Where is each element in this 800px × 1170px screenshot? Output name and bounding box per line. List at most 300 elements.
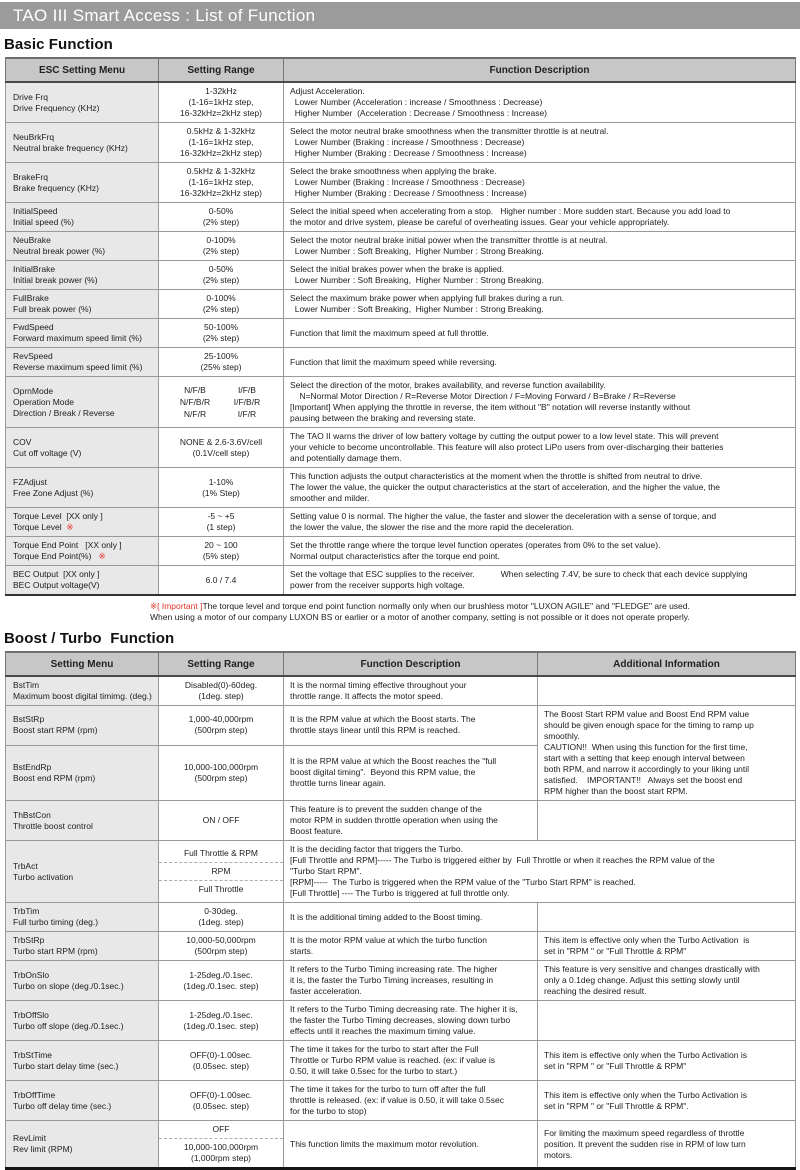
additional-info-cell (538, 1121, 796, 1169)
text-line: TrbTim (13, 906, 40, 916)
text-line: Select the initial speed when accelerating from a stop. Higher number : More sudden start. Because you add load to (290, 206, 731, 216)
text-line: Forward maximum speed limit (%) (13, 333, 142, 343)
text-line: [Full Throttle] ---- The Turbo is triggered at full throttle only. (290, 888, 510, 898)
reference-mark: ※ (66, 522, 74, 532)
text-line: It is the additional timing added to the Boost timing. (290, 911, 483, 922)
text-line: Turbo start RPM (rpm) (13, 946, 98, 956)
setting-menu-cell (6, 841, 159, 903)
text-line: position. It prevent the sudden rise in RPM of low turn (544, 1138, 746, 1149)
table-row (6, 348, 796, 377)
text-line: It refers to the Turbo Timing increasing rate. The higher (290, 964, 498, 974)
setting-menu-cell (6, 745, 159, 800)
range-option (159, 880, 283, 898)
text-line: TrbStRp (13, 935, 45, 945)
text-line: Lower Number : Soft Breaking, Higher Number : Strong Breaking. (290, 246, 544, 256)
setting-menu-cell (6, 377, 159, 428)
text-line: (1 step) (206, 522, 236, 532)
function-description-cell (284, 566, 796, 596)
text-line: The time it takes for the turbo to start after the Full (290, 1044, 479, 1054)
text-line: the motor and drive system, please be careful of overheating issues. Gear your vehicle appropriately. (290, 217, 670, 227)
text-line: your vehicle to become uncontrollable. This feature will also protect LiPo users from over-discharging their batteries (290, 442, 724, 452)
column-header: ESC Setting Menu (6, 58, 159, 82)
text-line: COV (13, 436, 32, 447)
basic-table-body (6, 82, 796, 595)
table-row (6, 468, 796, 508)
text-line: OFF(0)-1.00sec. (189, 1089, 253, 1100)
function-description-cell (284, 676, 538, 706)
additional-info-cell (538, 801, 796, 841)
text-line: throttle turns linear again. (290, 778, 386, 789)
text-line: This function limits the maximum motor revolution. (290, 1138, 479, 1149)
text-line: set in "RPM " or "Full Throttle & RPM". (544, 1100, 689, 1111)
text-line: 0-30deg. (204, 906, 238, 916)
text-line: It refers to the Turbo Timing decreasing rate. The higher it is, (290, 1004, 518, 1014)
text-line: N=Normal Motor Direction / R=Reverse Motor Direction / F=Moving Forward / B=Brake / R=Reverse (290, 391, 676, 401)
text-line: (1-16=1kHz step, (188, 137, 254, 147)
setting-range-cell (159, 319, 284, 348)
text-line: Turbo activation (13, 871, 74, 882)
table-row (6, 290, 796, 319)
text-line: Boost end RPM (rpm) (13, 772, 96, 783)
text-line: TrbAct (13, 860, 38, 871)
setting-range-cell (159, 348, 284, 377)
range-option (159, 1121, 283, 1138)
text-line: motor RPM in sudden throttle operation when using the (290, 815, 498, 825)
setting-range-cell (159, 508, 284, 537)
text-line: boost digital timing". Beyond this RPM value, the (290, 767, 476, 778)
text-line: Full break power (%) (13, 304, 92, 314)
table-row (6, 428, 796, 468)
text-line: starts. (290, 946, 314, 956)
text-line: (2% step) (202, 246, 240, 256)
function-description-cell (284, 801, 538, 841)
setting-menu-cell (6, 82, 159, 123)
function-description-cell (284, 1041, 538, 1081)
text-line: OFF(0)-1.00sec. (189, 1049, 253, 1060)
setting-menu-cell (6, 706, 159, 746)
text-line: FwdSpeed (13, 322, 54, 332)
text-line: ThBstCon (13, 809, 51, 820)
text-line: FullBrake (13, 293, 49, 303)
text-line: it is, the faster the Turbo Timing increases, resulting in (290, 975, 494, 985)
setting-menu-cell (6, 508, 159, 537)
text-line: Drive Frequency (KHz) (13, 102, 100, 113)
text-line: power from the receiver supports high voltage. (290, 580, 465, 590)
range-value: N/F/R (183, 409, 207, 419)
text-line: Brake frequency (KHz) (13, 182, 99, 193)
text-line: (1% Step) (202, 487, 240, 498)
header-row (6, 58, 796, 82)
note-text-1: The torque level and torque end point function normally only when our brushless motor "LUXON AGILE" and "FLEDGE" are used. (202, 601, 690, 611)
text-line: NeuBrake (13, 235, 51, 245)
text-line: the faster the Turbo Timing decreases, slowing down turbo (290, 1015, 511, 1025)
range-pair (163, 384, 279, 396)
table-row (6, 261, 796, 290)
text-line: 1,000-40,000rpm (188, 714, 254, 725)
table-row (6, 961, 796, 1001)
text-line: reaching the desired result. (544, 986, 647, 996)
range-option (159, 1138, 283, 1167)
text-line: and potentially damage them. (290, 453, 402, 463)
text-line: 0.5kHz & 1-32kHz (186, 126, 256, 136)
text-line: It is the RPM value at which the Boost reaches the "full (290, 756, 497, 767)
text-line: smoothly. (544, 731, 580, 741)
text-line: RevLimit (13, 1133, 47, 1143)
text-line: set in "RPM " or "Full Throttle & RPM" (544, 946, 687, 956)
function-description-cell (284, 961, 538, 1001)
text-line: (500rpm step) (194, 725, 248, 736)
range-value: I/F/B/R (233, 397, 261, 407)
text-line: It is the deciding factor that triggers the Turbo. (290, 844, 463, 854)
text-line: The lower the value, the quicker the output characteristics at the start of acceleration, and the higher the value, the (290, 482, 720, 492)
column-header: Additional Information (538, 652, 796, 676)
setting-menu-cell (6, 468, 159, 508)
text-line: Full Throttle (198, 884, 244, 894)
text-line: Higher Number (Acceleration : Decrease / Smoothness : Increase) (290, 108, 547, 118)
text-line: smoother and milder. (290, 493, 370, 503)
range-value: N/F/B (184, 385, 206, 395)
text-line: only a 0.1deg change. Adjust this setting slowly until (544, 975, 740, 985)
text-line: BstTim (13, 680, 40, 690)
text-line: 16-32kHz=2kHz step) (180, 108, 262, 118)
reference-mark: ※ (98, 551, 106, 561)
setting-menu-cell (6, 232, 159, 261)
setting-range-cell (159, 377, 284, 428)
important-label: ※[ Important ] (150, 601, 203, 611)
text-line: Initial break power (%) (13, 275, 98, 285)
column-header: Setting Range (159, 58, 284, 82)
text-line: (2% step) (202, 275, 240, 285)
setting-menu-cell (6, 290, 159, 319)
column-header: Setting Menu (6, 652, 159, 676)
text-line: Disabled(0)-60deg. (184, 680, 258, 690)
text-line: Neutral brake frequency (KHz) (13, 142, 128, 153)
setting-menu-cell (6, 1041, 159, 1081)
text-line: (2% step) (202, 217, 240, 227)
text-line: BstEndRp (13, 761, 52, 772)
text-line: CAUTION!! When using this function for the first time, (544, 742, 748, 752)
table-row (6, 841, 796, 903)
table-row (6, 82, 796, 123)
setting-menu-cell (6, 123, 159, 163)
text-line: 1-25deg./0.1sec. (189, 969, 253, 980)
setting-menu-cell (6, 348, 159, 377)
text-line: TrbOffSlo (13, 1009, 49, 1020)
boost-table-header (6, 652, 796, 676)
text-line: start with a setting that keep enough interval between (544, 753, 745, 763)
text-line: the lower the value, the slower the rise and the more rapid the deceleration. (290, 522, 574, 532)
range-value: I/F/B (238, 385, 256, 395)
additional-info-cell (538, 1041, 796, 1081)
text-line: 0-50% (208, 206, 234, 216)
text-line: (1-16=1kHz step, (188, 177, 254, 187)
function-description-cell (284, 377, 796, 428)
text-line: Rev limit (RPM) (13, 1144, 73, 1154)
text-line: Select the initial brakes power when the brake is applied. (290, 264, 505, 274)
setting-range-cell (159, 163, 284, 203)
text-line: Cut off voltage (V) (13, 447, 82, 458)
text-line: satisfied. IMPORTANT!! Always set the boost end (544, 775, 743, 785)
function-description-cell (284, 82, 796, 123)
table-row (6, 1121, 796, 1169)
text-line: effects until it reaches the maximum timing value. (290, 1026, 476, 1036)
text-line: (2% step) (202, 333, 240, 343)
range-option (159, 845, 283, 862)
text-line: 16-32kHz=2kHz step) (180, 188, 262, 198)
text-line: 6.0 / 7.4 (205, 574, 237, 585)
text-line: Lower Number : Soft Breaking, Higher Number : Strong Breaking. (290, 275, 544, 285)
text-line: This item is effective only when the Turbo Activation is (544, 1049, 747, 1060)
range-value: I/F/R (237, 409, 257, 419)
column-header: Function Description (284, 652, 538, 676)
table-row (6, 123, 796, 163)
table-row (6, 801, 796, 841)
text-line: 20 ~ 100 (204, 540, 238, 550)
text-line: Throttle boost control (13, 820, 93, 831)
text-line: OFF (212, 1124, 230, 1134)
text-line: Torque End Point(%) ※ (13, 551, 106, 561)
setting-menu-cell (6, 1121, 159, 1169)
setting-range-cell (159, 1001, 284, 1041)
text-line: Direction / Break / Reverse (13, 407, 115, 418)
function-description-cell (284, 203, 796, 232)
function-description-cell (284, 428, 796, 468)
text-line: Set the voltage that ESC supplies to the receiver. When selecting 7.4V, be sure to check that each device supplying (290, 569, 748, 579)
text-line: throttle is released. (ex: if value is 0.50, it will take 0.5sec (290, 1095, 505, 1105)
setting-range-cell (159, 203, 284, 232)
text-line: Select the maximum brake power when applying full brakes during a run. (290, 293, 565, 303)
function-description-cell (284, 468, 796, 508)
function-description-cell (284, 745, 538, 800)
setting-range-cell (159, 1081, 284, 1121)
text-line: should be given enough space for the timing to ramp up (544, 720, 754, 730)
column-header: Setting Range (159, 652, 284, 676)
text-line: 0-100% (206, 235, 236, 245)
setting-range-cell (159, 903, 284, 932)
text-line: BEC Output voltage(V) (13, 580, 100, 590)
setting-range-cell (159, 961, 284, 1001)
text-line: 1-10% (208, 476, 234, 487)
text-line: 1-25deg./0.1sec. (189, 1009, 253, 1020)
text-line: Free Zone Adjust (%) (13, 487, 94, 498)
setting-range-cell (159, 676, 284, 706)
setting-range-cell (159, 566, 284, 596)
text-line: Adjust Acceleration. (290, 86, 365, 96)
text-line: motors. (544, 1149, 573, 1160)
function-description-cell (284, 290, 796, 319)
text-line: TrbOnSlo (13, 969, 50, 980)
text-line: Initial speed (%) (13, 217, 74, 227)
setting-menu-cell (6, 537, 159, 566)
text-line: Turbo start delay time (sec.) (13, 1060, 119, 1071)
setting-menu-cell (6, 801, 159, 841)
text-line: 10,000-100,000rpm (183, 761, 259, 772)
table-row (6, 932, 796, 961)
table-row (6, 203, 796, 232)
setting-menu-cell (6, 428, 159, 468)
text-line: Torque End Point [XX only ] (13, 540, 122, 550)
text-line: This function adjusts the output characteristics at the moment when the throttle is shifted from neutral to drive. (290, 471, 703, 481)
additional-info-cell (538, 961, 796, 1001)
text-line: (1deg. step) (198, 917, 244, 927)
setting-range-cell (159, 1041, 284, 1081)
text-line: (500rpm step) (194, 772, 248, 783)
setting-range-cell (159, 745, 284, 800)
function-description-cell (284, 841, 796, 903)
text-line: (1,000rpm step) (191, 1153, 251, 1163)
text-line: BstStRp (13, 714, 45, 725)
setting-menu-cell (6, 566, 159, 596)
text-line: Function that limit the maximum speed at full throttle. (290, 327, 489, 338)
setting-range-cell (159, 841, 284, 903)
text-line: 0-50% (208, 264, 234, 274)
text-line: InitialSpeed (13, 206, 58, 216)
table-row (6, 903, 796, 932)
text-line: Turbo off delay time (sec.) (13, 1100, 112, 1111)
text-line: (0.1V/cell step) (192, 447, 250, 458)
text-line: NONE & 2.6-3.6V/cell (179, 436, 263, 447)
text-line: both RPM, and narrow it accordingly to your liking until (544, 764, 750, 774)
text-line: Torque Level [XX only ] (13, 511, 103, 521)
text-line: Turbo off slope (deg./0.1sec.) (13, 1020, 124, 1031)
text-line: for the turbo to stop) (290, 1106, 367, 1116)
text-line: Boost feature. (290, 826, 343, 836)
text-line: RPM higher than the boost start RPM. (544, 786, 688, 796)
text-line: Set the throttle range where the torque level function operates (operates from 0% to the set value). (290, 540, 661, 550)
setting-menu-cell (6, 903, 159, 932)
setting-menu-cell (6, 1081, 159, 1121)
text-line: [RPM]----- The Turbo is triggered when the RPM value of the "Turbo Start RPM" is reached. (290, 877, 636, 887)
table-row (6, 566, 796, 596)
text-line: Select the motor neutral brake smoothness when the transmitter throttle is at neutral. (290, 126, 609, 136)
table-row (6, 537, 796, 566)
text-line: (25% step) (200, 362, 242, 372)
text-line: "Turbo Start RPM". (290, 866, 362, 876)
basic-table-header (6, 58, 796, 82)
function-description-cell (284, 123, 796, 163)
additional-info-cell (538, 932, 796, 961)
text-line: OprnMode (13, 385, 54, 396)
text-line: Boost start RPM (rpm) (13, 725, 98, 736)
table-row (6, 1081, 796, 1121)
column-header: Function Description (284, 58, 796, 82)
text-line: RevSpeed (13, 351, 53, 361)
function-description-cell (284, 903, 538, 932)
table-row (6, 163, 796, 203)
setting-menu-cell (6, 1001, 159, 1041)
text-line: The time it takes for the turbo to turn off after the full (290, 1084, 486, 1094)
table-row (6, 676, 796, 706)
setting-range-cell (159, 706, 284, 746)
function-description-cell (284, 508, 796, 537)
range-pair (163, 408, 279, 420)
text-line: BrakeFrq (13, 171, 48, 182)
table-row (6, 377, 796, 428)
function-description-cell (284, 1001, 538, 1041)
text-line: Lower Number (Braking : Increase / Smoothness : Decrease) (290, 177, 525, 187)
text-line: Setting value 0 is normal. The higher the value, the faster and slower the deceleration with a sense of torque, and (290, 511, 717, 521)
text-line: (5% step) (202, 551, 240, 561)
setting-menu-cell (6, 203, 159, 232)
setting-range-cell (159, 290, 284, 319)
text-line: [Important] When applying the throttle in reverse, the item without "B" notation will reverse instantly without (290, 402, 691, 412)
text-line: InitialBrake (13, 264, 56, 274)
text-line: Turbo on slope (deg./0.1sec.) (13, 980, 124, 991)
text-line: (1-16=1kHz step, (188, 97, 254, 107)
range-value: N/F/B/R (179, 397, 211, 407)
setting-range-cell (159, 232, 284, 261)
setting-range-cell (159, 82, 284, 123)
text-line: The TAO II warns the driver of low battery voltage by cutting the output power to a low level state. This will prevent (290, 431, 719, 441)
text-line: 16-32kHz=2kHz step) (180, 148, 262, 158)
text-line: Select the brake smoothness when applying the brake. (290, 166, 497, 176)
text-line: Select the direction of the motor, brakes availability, and reverse function availability. (290, 380, 606, 390)
text-line: Function that limit the maximum speed while reversing. (290, 356, 497, 367)
function-description-cell (284, 706, 538, 746)
setting-range-cell (159, 932, 284, 961)
text-line: 0-100% (206, 293, 236, 303)
text-line: The Boost Start RPM value and Boost End RPM value (544, 709, 750, 719)
text-line: Lower Number : Soft Breaking, Higher Number : Strong Breaking. (290, 304, 544, 314)
text-line: (1deg./0.1sec. step) (183, 1020, 259, 1031)
text-line: TrbOffTime (13, 1089, 56, 1100)
function-description-cell (284, 232, 796, 261)
table-row (6, 1001, 796, 1041)
text-line: FZAdjust (13, 476, 48, 487)
text-line: throttle range. It affects the motor speed. (290, 691, 443, 701)
text-line: This feature is very sensitive and changes drastically with (544, 964, 760, 974)
note-text-2: When using a motor of our company LUXON BS or earlier or a motor of another company, setting is not possible or it does not operate properly. (150, 612, 690, 622)
text-line: set in "RPM " or "Full Throttle & RPM" (544, 1060, 687, 1071)
text-line: Drive Frq (13, 91, 48, 102)
function-description-cell (284, 1081, 538, 1121)
range-pair (163, 396, 279, 408)
text-line: Maximum boost digital timimg. (deg.) (13, 691, 152, 701)
text-line: 10,000-100,000rpm (183, 1142, 259, 1152)
setting-menu-cell (6, 163, 159, 203)
setting-range-cell (159, 468, 284, 508)
text-line: pausing between the braking and reversing state. (290, 413, 476, 423)
setting-range-cell (159, 801, 284, 841)
text-line: It is the motor RPM value at which the turbo function (290, 935, 488, 945)
function-description-cell (284, 932, 538, 961)
range-option (159, 862, 283, 880)
table-row (6, 319, 796, 348)
table-row (6, 1041, 796, 1081)
additional-info-cell (538, 1081, 796, 1121)
additional-info-cell (538, 676, 796, 706)
text-line: Throttle or Turbo RPM value is reached. (ex: if value is (290, 1055, 496, 1065)
text-line: 1-32kHz (205, 86, 237, 96)
setting-range-cell (159, 123, 284, 163)
text-line: It is the RPM value at which the Boost starts. The (290, 714, 476, 725)
text-line: 25-100% (203, 351, 239, 361)
text-line: (2% step) (202, 304, 240, 314)
text-line: RPM (211, 866, 231, 876)
text-line: [Full Throttle and RPM]----- The Turbo is triggered either by Full Throttle or when it reaches the RPM value of the (290, 855, 715, 865)
function-description-cell (284, 348, 796, 377)
setting-menu-cell (6, 676, 159, 706)
text-line: (0.05sec. step) (192, 1060, 250, 1071)
text-line: 0.50, it will take 0.5sec for the turbo to start.) (290, 1066, 458, 1076)
additional-info-cell (538, 903, 796, 932)
text-line: Normal output characteristics after the torque end point. (290, 551, 500, 561)
text-line: ON / OFF (202, 815, 240, 825)
text-line: This feature is to prevent the sudden change of the (290, 804, 482, 814)
text-line: Lower Number (Acceleration : increase / Smoothness : Decrease) (290, 97, 543, 107)
text-line: Select the motor neutral brake initial power when the transmitter throttle is at neutral. (290, 235, 608, 245)
important-note (150, 601, 800, 623)
